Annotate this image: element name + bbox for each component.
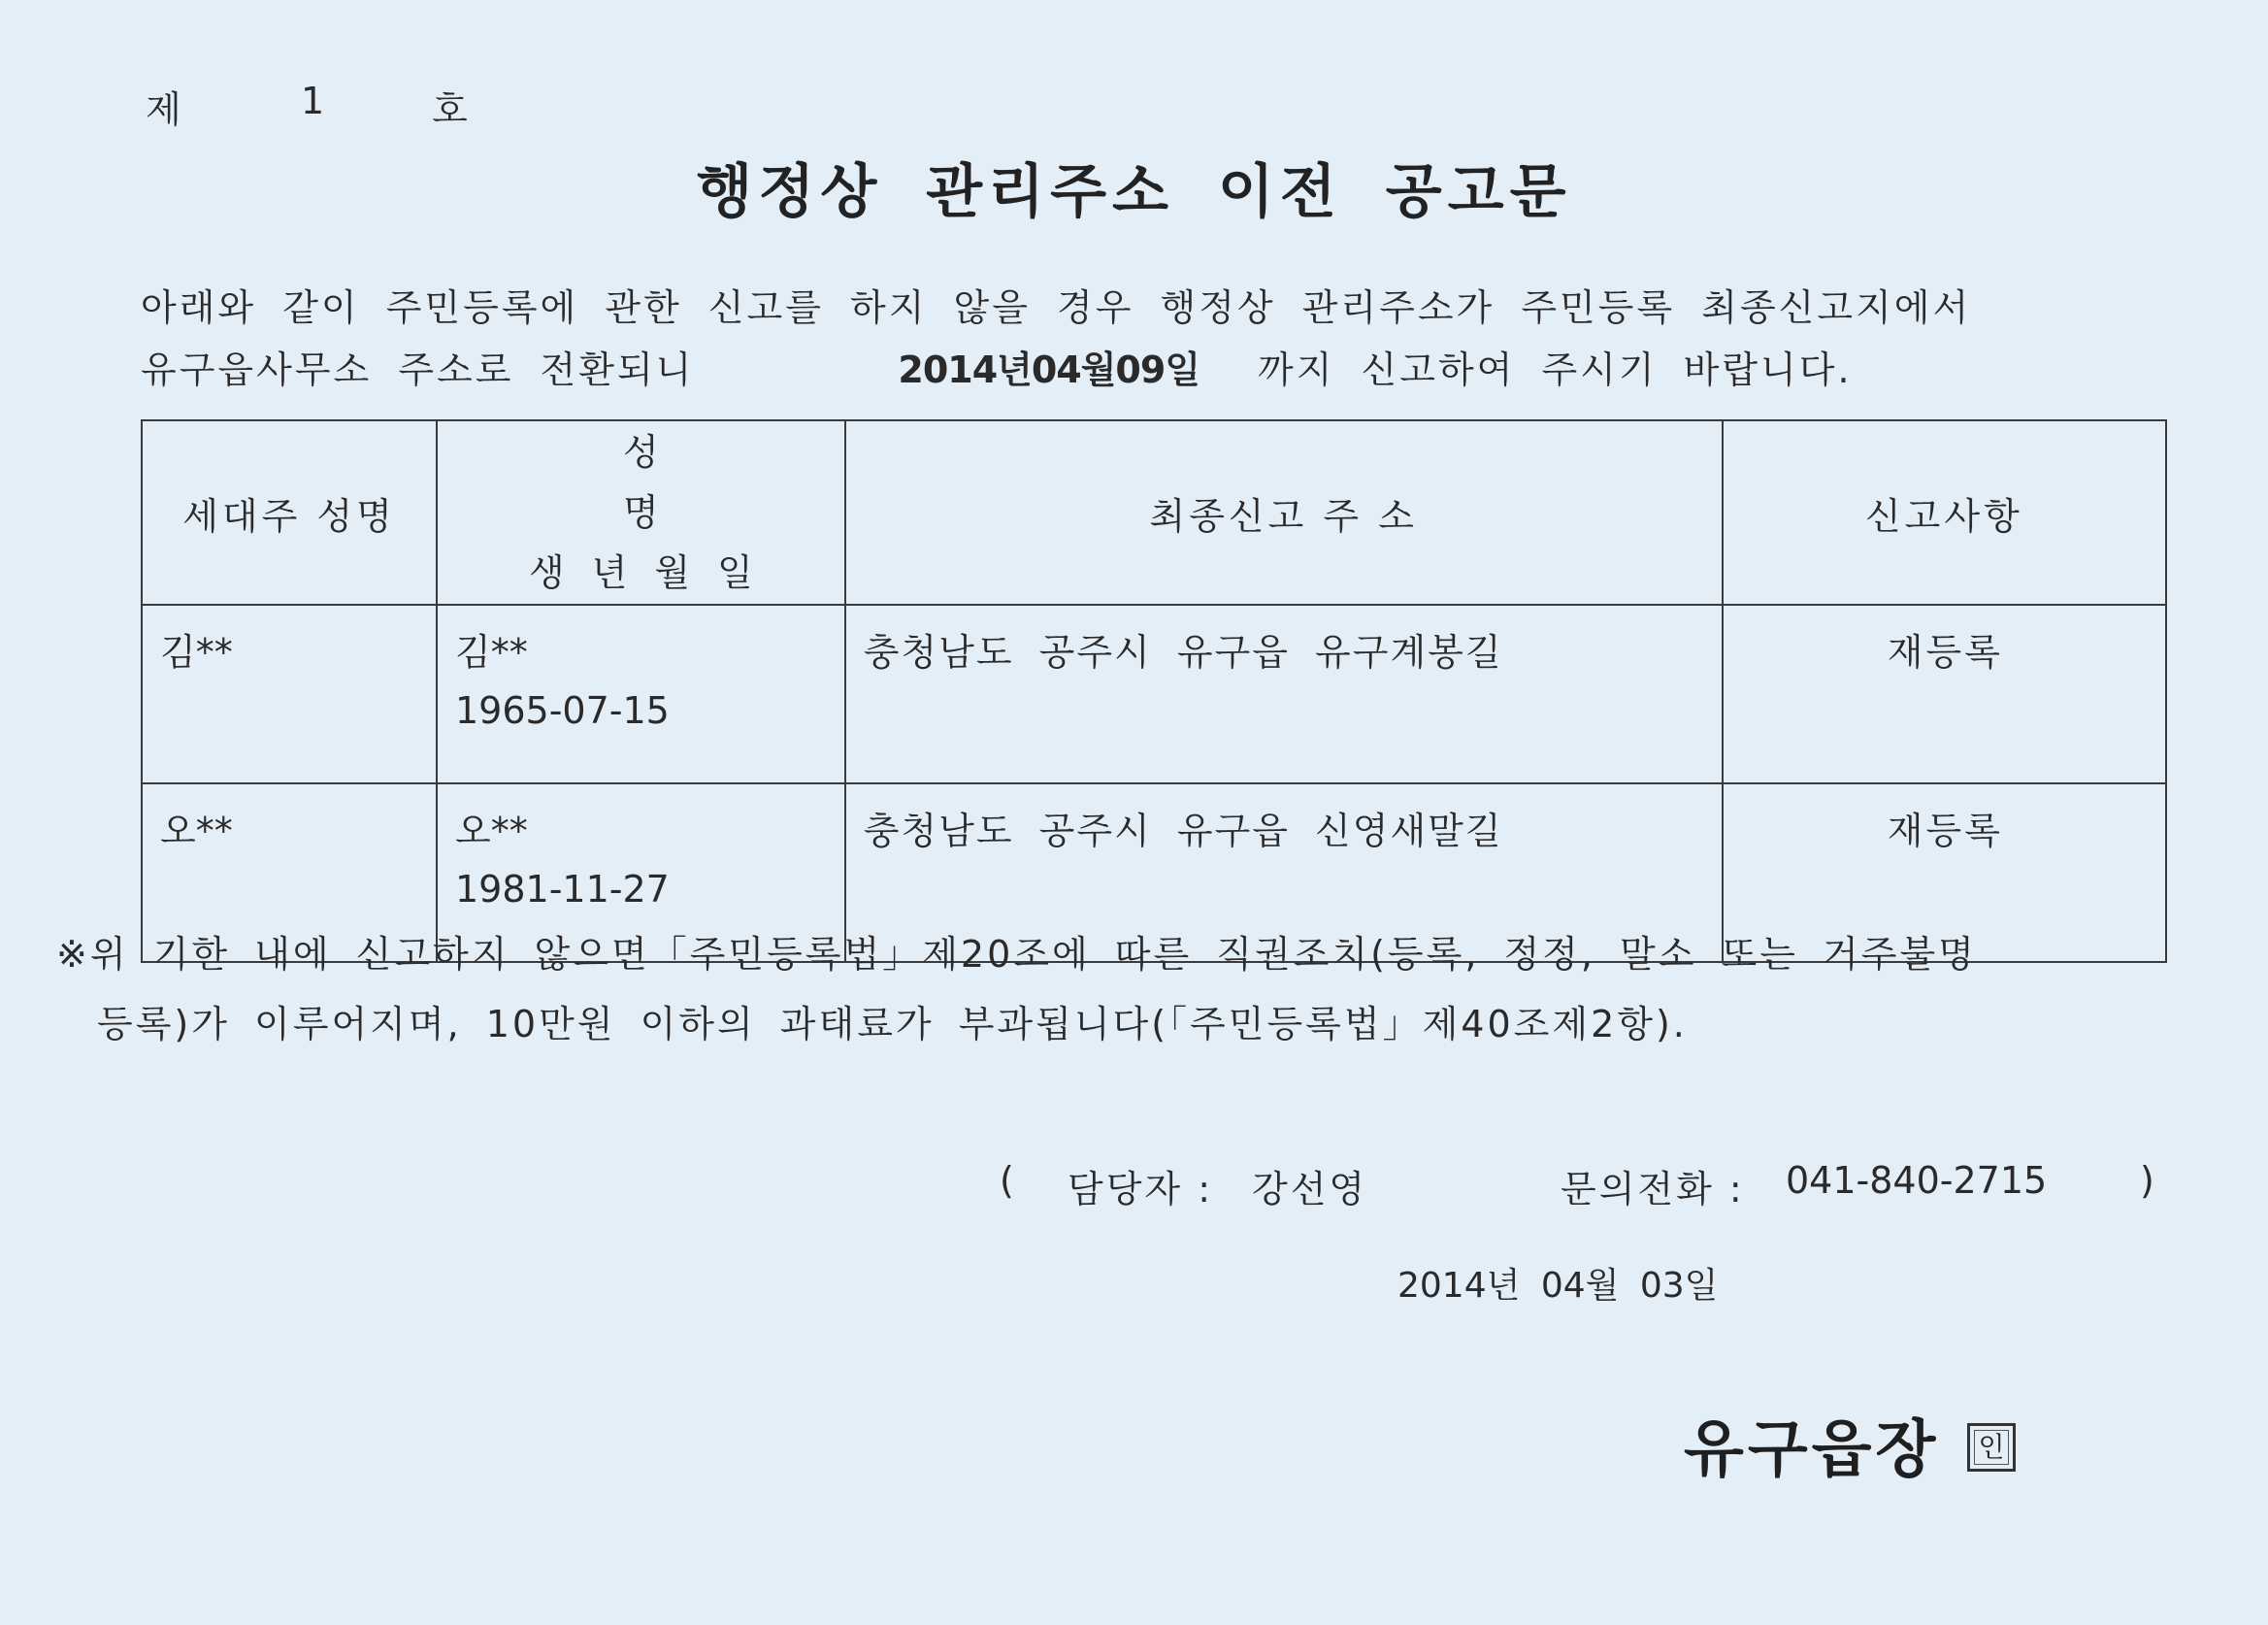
document-number xyxy=(146,80,468,133)
cell-head-of-household: 김** xyxy=(142,605,437,783)
cell-name-birth xyxy=(437,605,845,783)
issuer-name: 유구읍장 xyxy=(1684,1414,1940,1486)
seal-label: 인 xyxy=(1978,1431,2005,1463)
cell-birth: 1965-07-15 xyxy=(455,689,670,732)
contact-open-paren: ( xyxy=(1000,1159,1014,1202)
doc-number-prefix: 제 xyxy=(146,88,181,131)
cell-name: 김** xyxy=(455,631,528,674)
deadline-date: 2014년04월09일 xyxy=(898,348,1200,391)
footnote-line-1: ※위 기한 내에 신고하지 않으면「주민등록법」제20조에 따른 직권조치(등록, 정정, 말소 또는 거주불명 xyxy=(56,933,1977,976)
seal-inner-border xyxy=(1974,1430,2009,1465)
header-address: 최종신고 주 소 xyxy=(845,420,1723,605)
header-report: 신고사항 xyxy=(1723,420,2166,605)
cell-birth: 1981-11-27 xyxy=(455,868,670,911)
cell-address: 충청남도 공주시 유구읍 유구계봉길 xyxy=(845,605,1723,783)
header-birth: 생년월일 xyxy=(528,551,780,594)
footnote-line-2: 등록)가 이루어지며, 10만원 이하의 과태료가 부과됩니다(「주민등록법」제40조제2항). xyxy=(97,1003,1688,1045)
cell-report: 재등록 xyxy=(1723,783,2166,962)
header-name: 성명 xyxy=(623,431,843,534)
intro-line-2 xyxy=(141,340,2179,393)
intro-line-1: 아래와 같이 주민등록에 관한 신고를 하지 않을 경우 행정상 관리주소가 주민등록 최종신고지에서 xyxy=(141,286,1972,329)
contact-close-paren: ) xyxy=(2140,1159,2154,1202)
intro-line-2-start: 유구읍사무소 주소로 전환되니 xyxy=(141,348,695,391)
doc-number-value: 1 xyxy=(301,80,325,122)
cell-report: 재등록 xyxy=(1723,605,2166,783)
contact-person: 강선영 xyxy=(1252,1168,1368,1210)
header-head-of-household: 세대주 성명 xyxy=(142,420,437,605)
doc-number-suffix: 호 xyxy=(432,88,468,131)
table-row xyxy=(142,605,2166,783)
cell-head-of-household: 오** xyxy=(142,783,437,962)
header-name-birth xyxy=(437,420,845,605)
document-title: 행정상 관리주소 이전 공고문 xyxy=(696,158,1572,226)
contact-phone: 041-840-2715 xyxy=(1786,1159,2048,1202)
contact-person-label: 담당자 : xyxy=(1068,1168,1214,1210)
contact-phone-label: 문의전화 : xyxy=(1561,1168,1745,1210)
notice-table xyxy=(141,419,2167,963)
cell-address: 충청남도 공주시 유구읍 신영새말길 xyxy=(845,783,1723,962)
issue-date: 2014년 04월 03일 xyxy=(1397,1266,1719,1306)
official-seal-icon xyxy=(1967,1423,2016,1472)
cell-name: 오** xyxy=(455,810,528,852)
table-header-row xyxy=(142,420,2166,605)
intro-line-2-end: 까지 신고하여 주시기 바랍니다. xyxy=(1258,348,1853,391)
